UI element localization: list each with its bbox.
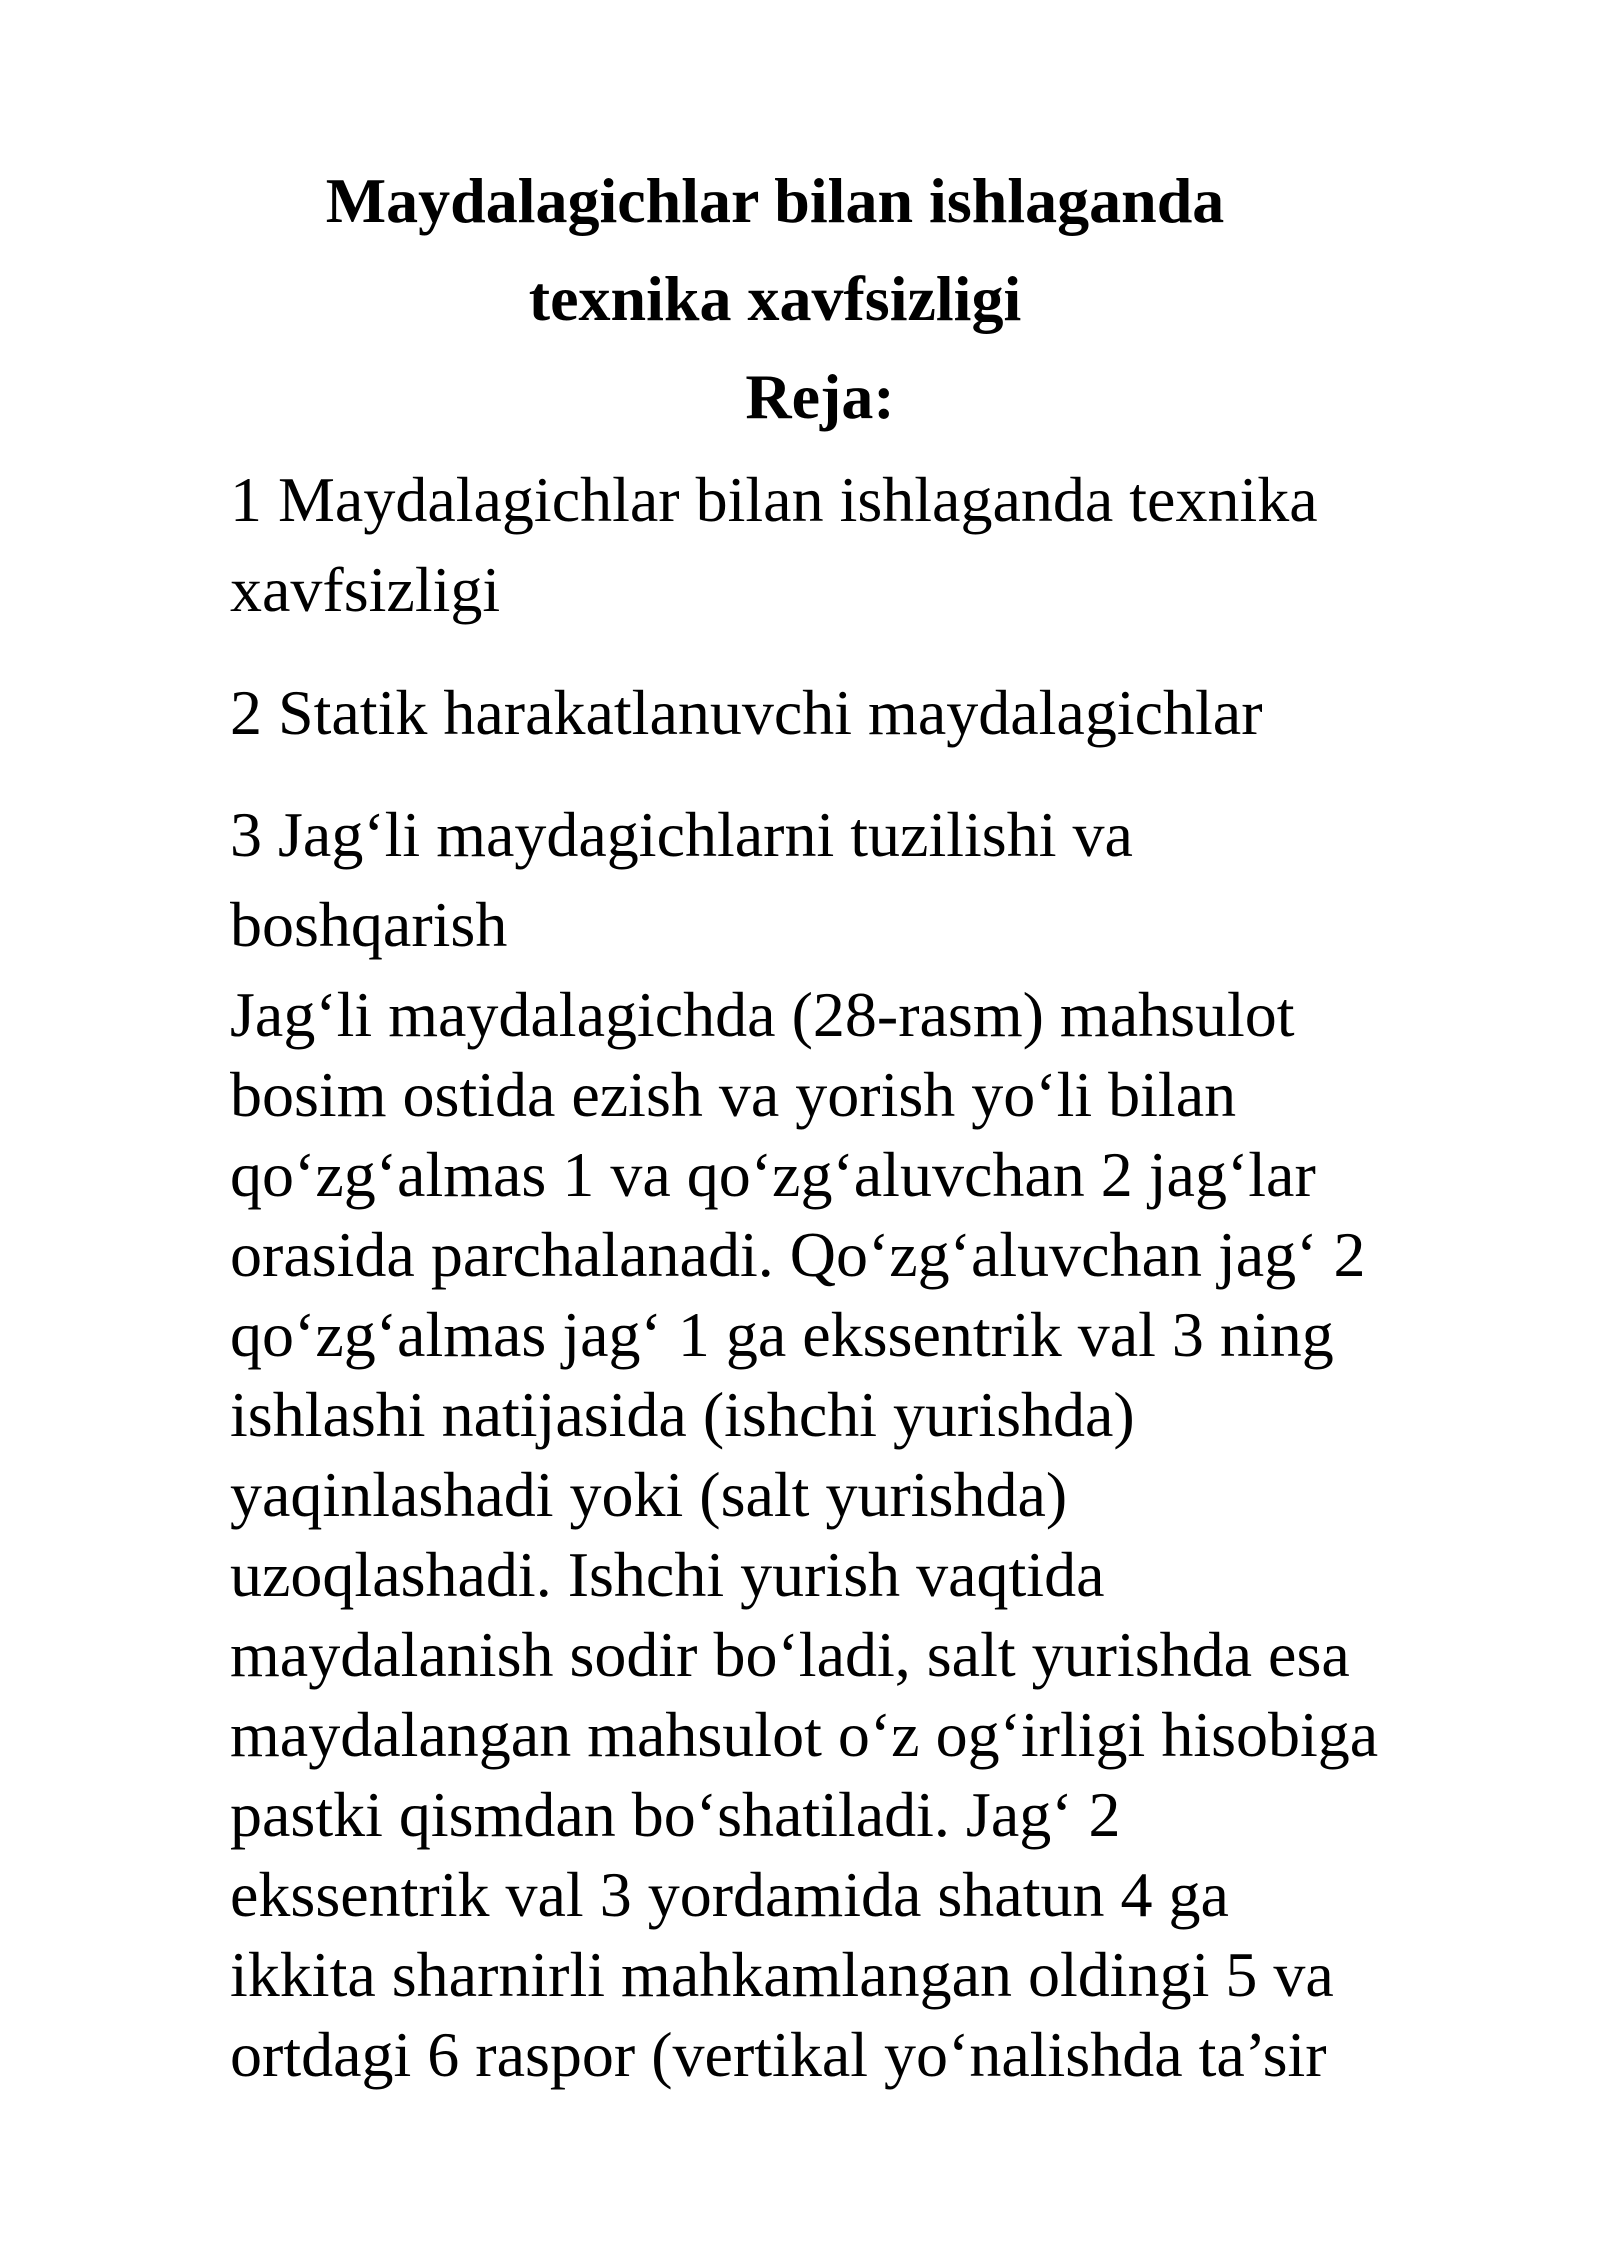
body-line: pastki qismdan bo‘shatiladi. Jag‘ 2 (230, 1779, 1121, 1850)
plan-item-3: 3 Jag‘li maydagichlarni tuzilishi va boshqarish (230, 799, 1133, 960)
body-line: ekssentrik val 3 yordamida shatun 4 ga (230, 1859, 1229, 1930)
plan-item-2: 2 Statik harakatlanuvchi maydalagichlar (230, 677, 1263, 748)
body-line: maydalanish sodir bo‘ladi, salt yurishda esa (230, 1619, 1350, 1690)
body-line: maydalangan mahsulot o‘z og‘irligi hisobiga (230, 1699, 1379, 1770)
body-line: ishlashi natijasida (ishchi yurishda) (230, 1379, 1135, 1450)
plan-item-1: 1 Maydalagichlar bilan ishlaganda texnika xavfsizligi (230, 464, 1318, 625)
body-line: yaqinlashadi yoki (salt yurishda) (230, 1459, 1068, 1530)
title-line-1: Maydalagichlar bilan ishlaganda (325, 165, 1225, 236)
body-line: Jag‘li maydalagichda (28-rasm) mahsulot (230, 979, 1295, 1050)
body-line: ortdagi 6 raspor (vertikal yo‘nalishda ta’sir (230, 2019, 1327, 2090)
body-paragraph (230, 975, 1540, 2095)
body-line: qo‘zg‘almas 1 va qo‘zg‘aluvchan 2 jag‘lar (230, 1139, 1316, 1210)
document-title (230, 152, 1410, 446)
body-line: orasida parchalanadi. Qo‘zg‘aluvchan jag‘ 2 (230, 1219, 1366, 1290)
body-line: qo‘zg‘almas jag‘ 1 ga ekssentrik val 3 ning (230, 1299, 1334, 1370)
body-line: uzoqlashadi. Ishchi yurish vaqtida (230, 1539, 1105, 1610)
body-line: bosim ostida ezish va yorish yo‘li bilan (230, 1059, 1237, 1130)
title-line-2: texnika xavfsizligi (528, 263, 1022, 334)
body-line: ikkita sharnirli mahkamlangan oldingi 5 va (230, 1939, 1334, 2010)
plan-heading: Reja: (745, 361, 895, 432)
